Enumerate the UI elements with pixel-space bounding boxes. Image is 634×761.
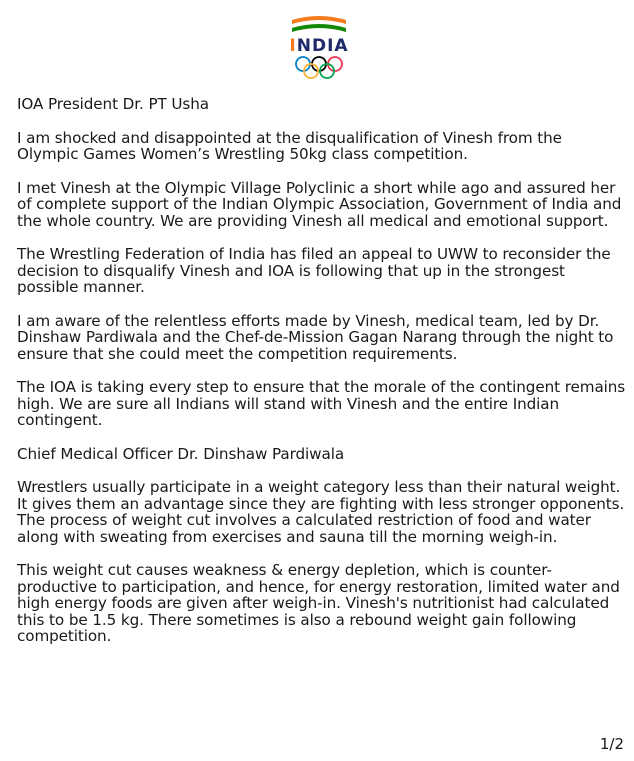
logo-text xyxy=(289,36,348,56)
chief-medical-officer-heading: Chief Medical Officer Dr. Dinshaw Pardiwala xyxy=(17,444,345,463)
logo-text-ndia: NDIA xyxy=(296,36,349,56)
green-stripe xyxy=(292,24,346,32)
india-olympic-logo-icon xyxy=(286,14,352,80)
paragraph: I am shocked and disappointed at the disqualification of Vinesh from the Olympic Games Women’s Wrestling 50kg class competition. xyxy=(17,128,562,163)
olympic-rings-icon xyxy=(296,57,342,78)
paragraph: I met Vinesh at the Olympic Village Polyclinic a short while ago and assured her of complete support of the Indian Olympic Association, Government of India and the whole country. We are providing Vinesh all medical and emotional support. xyxy=(17,178,622,230)
paragraph: Wrestlers usually participate in a weight category less than their natural weight. It gives them an advantage since they are fighting with less stronger opponents. The process of weight cut involves a calculated restriction of food and water along with sweating from exercises and sauna till the morning weigh-in. xyxy=(17,478,625,546)
statement-document xyxy=(17,96,627,662)
paragraph: I am aware of the relentless efforts made by Vinesh, medical team, led by Dr. Dinshaw Pardiwala and the Chef-de-Mission Gagan Narang through the night to ensure that she could meet the competition requirements. xyxy=(17,311,614,363)
india-olympic-logo xyxy=(286,14,352,80)
paragraph: This weight cut causes weakness & energy depletion, which is counter-productive to participation, and hence, for energy restoration, limited water and high energy foods are given after weigh-in. Vinesh's nutritionist had calculated this to be 1.5 kg. There sometimes is also a rebound weight gain following competition. xyxy=(17,561,620,645)
paragraph: The Wrestling Federation of India has filed an appeal to UWW to reconsider the decision to disqualify Vinesh and IOA is following that up in the strongest possible manner. xyxy=(17,245,611,296)
page-number: 1/2 xyxy=(599,735,624,753)
paragraph: The IOA is taking every step to ensure that the morale of the contingent remains high. We are sure all Indians will stand with Vinesh and the entire Indian contingent. xyxy=(17,378,626,429)
logo-text-i: I xyxy=(289,36,297,56)
ioa-president-heading: IOA President Dr. PT Usha xyxy=(17,95,209,113)
